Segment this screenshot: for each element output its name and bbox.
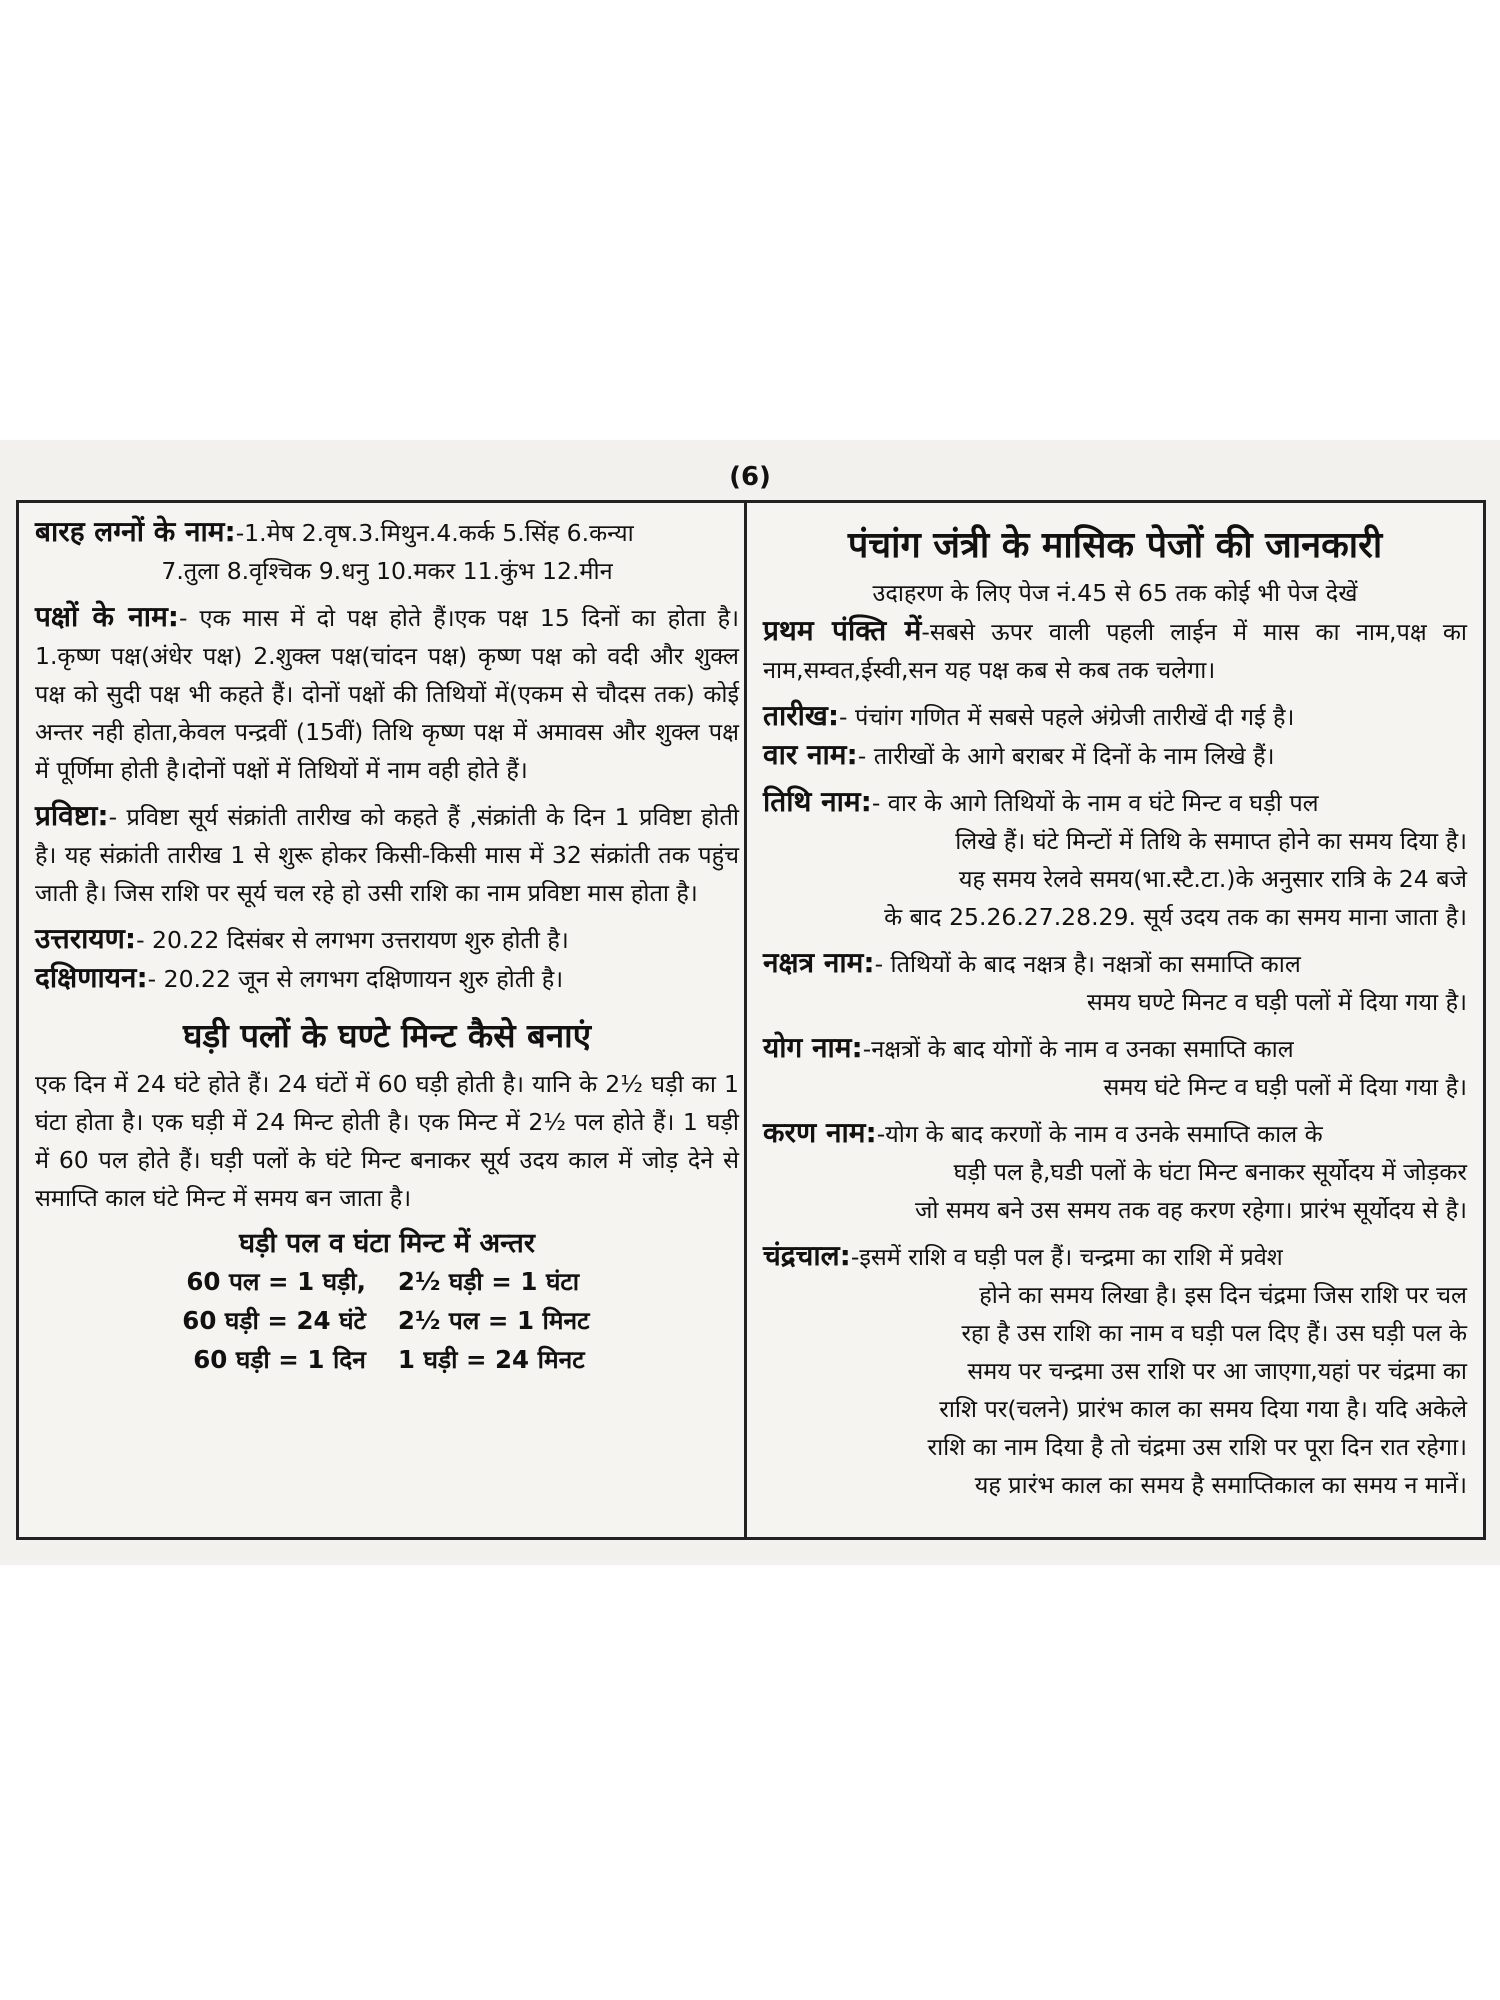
tarikh-section — [763, 697, 1467, 736]
karan-text-3: जो समय बने उस समय तक वह करण रहेगा। प्रारंभ सूर्योदय से है। — [914, 1196, 1467, 1224]
lagna-label: बारह लग्नों के नाम: — [35, 515, 236, 548]
lagna-text-1: -1.मेष 2.वृष.3.मिथुन.4.कर्क 5.सिंह 6.कन्या — [235, 519, 634, 547]
nakshatra-section — [763, 944, 1467, 983]
chandrachal-text-1: -इसमें राशि व घड़ी पल हैं। चन्द्रमा का राशि में प्रवेश — [850, 1243, 1283, 1271]
pravishta-section — [35, 797, 739, 912]
dakshinayan-section — [35, 959, 739, 998]
dakshinayan-label: दक्षिणायन: — [35, 961, 148, 994]
karan-text-2: घड़ी पल है,घडी पलों के घंटा मिन्ट बनाकर सूर्योदय में जोड़कर — [953, 1158, 1467, 1186]
tithi-text-3: यह समय रेलवे समय(भा.स्टै.टा.)के अनुसार रात्रि के 24 बजे — [958, 865, 1467, 893]
yog-text-1: -नक्षत्रों के बाद योगों के नाम व उनका समाप्ति काल — [862, 1035, 1294, 1063]
tithi-label: तिथि नाम: — [763, 785, 872, 818]
left-panel — [16, 500, 756, 1540]
table-cell: 1 घड़ी = 24 मिनट — [397, 1345, 585, 1374]
chandrachal-section — [763, 1237, 1467, 1276]
uttarayan-section — [35, 920, 739, 959]
pravishta-label: प्रविष्टा: — [35, 799, 109, 832]
vaar-label: वार नाम: — [763, 738, 858, 771]
tithi-text-2: लिखे हैं। घंटे मिन्टों में तिथि के समाप्त होने का समय दिया है। — [955, 827, 1467, 855]
yog-text-2: समय घंटे मिन्ट व घड़ी पलों में दिया गया है। — [1103, 1073, 1467, 1101]
nakshatra-text-1: - तिथियों के बाद नक्षत्र है। नक्षत्रों का समाप्ति काल — [874, 950, 1301, 978]
tithi-section — [763, 783, 1467, 822]
chandrachal-text-4: समय पर चन्द्रमा उस राशि पर आ जाएगा,यहां पर चंद्रमा का — [967, 1357, 1467, 1385]
karan-section — [763, 1114, 1467, 1153]
paksha-label: पक्षों के नाम: — [35, 600, 180, 633]
table-cell: 60 घड़ी = 24 घंटे — [182, 1306, 366, 1335]
chandrachal-text-2: होने का समय लिखा है। इस दिन चंद्रमा जिस राशि पर चल — [979, 1281, 1467, 1309]
chandrachal-text-7: यह प्रारंभ काल का समय है समाप्तिकाल का समय न मानें। — [974, 1471, 1467, 1499]
table-cell: 60 पल = 1 घड़ी, — [186, 1267, 366, 1296]
right-heading: पंचांग जंत्री के मासिक पेजों की जानकारी — [847, 525, 1383, 566]
yog-section — [763, 1029, 1467, 1068]
pratham-label: प्रथम पंक्ति में — [763, 614, 922, 647]
nakshatra-text-2: समय घण्टे मिनट व घड़ी पलों में दिया गया है। — [1086, 988, 1467, 1016]
tithi-text-1: - वार के आगे तिथियों के नाम व घंटे मिन्ट व घड़ी पल — [871, 789, 1319, 817]
table-cell: 2½ घड़ी = 1 घंटा — [397, 1267, 580, 1296]
table-cell: 60 घड़ी = 1 दिन — [193, 1345, 366, 1374]
nakshatra-label: नक्षत्र नाम: — [763, 946, 875, 979]
conversion-table — [107, 1262, 667, 1379]
conversion-table-title: घड़ी पल व घंटा मिन्ट में अन्तर — [239, 1228, 535, 1259]
uttarayan-text: - 20.22 दिसंबर से लगभग उत्तरायण शुरु होती है। — [136, 926, 569, 954]
karan-text-1: -योग के बाद करणों के नाम व उनके समाप्ति काल के — [876, 1120, 1323, 1148]
table-row — [107, 1340, 667, 1379]
table-row — [107, 1262, 667, 1301]
uttarayan-label: उत्तरायण: — [35, 922, 137, 955]
karan-label: करण नाम: — [763, 1116, 877, 1149]
yog-label: योग नाम: — [763, 1031, 863, 1064]
table-row — [107, 1301, 667, 1340]
paksha-section — [35, 598, 739, 789]
page-number: (6) — [729, 462, 771, 492]
tarikh-text: - पंचांग गणित में सबसे पहले अंग्रेजी तारीखें दी गई है। — [839, 703, 1295, 731]
ghadi-heading: घड़ी पलों के घण्टे मिन्ट कैसे बनाएं — [183, 1016, 591, 1055]
paksha-text: - एक मास में दो पक्ष होते हैं।एक पक्ष 15 दिनों का होता है। 1.कृष्ण पक्ष(अंधेर पक्ष) 2.शुक्ल पक्ष(चांदन पक्ष) कृष्ण पक्ष को वदी और शुक्ल पक्ष को सुदी पक्ष भी कहते हैं। दोनों पक्षों की तिथियों में(एकम से चौदस तक) कोई अन्तर नही होता,केवल पन्द्रवीं (15वीं) तिथि कृष्ण पक्ष में अमावस और शुक्ल पक्ष में पूर्णिमा होती है।दोनों पक्षों में तिथियों में नाम वही होते हैं। — [35, 604, 739, 784]
pratham-section — [763, 612, 1467, 689]
pravishta-text: - प्रविष्टा सूर्य संक्रांती तारीख को कहते हैं ,संक्रांती के दिन 1 प्रविष्टा होती है। यह संक्रांती तारीख 1 से शुरू होकर किसी-किसी मास में 32 संक्रांती तक पहुंच जाती है। जिस राशि पर सूर्य चल रहे हो उसी राशि का नाम प्रविष्टा मास होता है। — [35, 803, 739, 907]
vaar-section — [763, 736, 1467, 775]
dakshinayan-text: - 20.22 जून से लगभग दक्षिणायन शुरु होती है। — [147, 965, 564, 993]
lagna-section — [35, 513, 739, 552]
chandrachal-text-3: रहा है उस राशि का नाम व घड़ी पल दिए हैं। उस घड़ी पल के — [961, 1319, 1467, 1347]
chandrachal-label: चंद्रचाल: — [763, 1239, 851, 1272]
pratham-text: -सबसे ऊपर वाली पहली लाईन में मास का नाम,पक्ष का नाम,सम्वत,ईस्वी,सन यह पक्ष कब से कब तक चलेगा। — [763, 618, 1468, 684]
vaar-text: - तारीखों के आगे बराबर में दिनों के नाम लिखे हैं। — [857, 742, 1275, 770]
right-panel — [744, 500, 1486, 1540]
ghadi-text: एक दिन में 24 घंटे होते हैं। 24 घंटों में 60 घड़ी होती है। यानि के 2½ घड़ी का 1 घंटा होता है। एक घड़ी में 24 मिन्ट होती है। एक मिन्ट में 2½ पल होते हैं। 1 घड़ी में 60 पल होते हैं। घड़ी पलों के घंटे मिन्ट बनाकर सूर्य उदय काल में जोड़ देने से समाप्ति काल घंटे मिन्ट में समय बन जाता है। — [35, 1070, 739, 1212]
tithi-text-4: के बाद 25.26.27.28.29. सूर्य उदय तक का समय माना जाता है। — [884, 903, 1467, 931]
chandrachal-text-6: राशि का नाम दिया है तो चंद्रमा उस राशि पर पूरा दिन रात रहेगा। — [927, 1433, 1467, 1461]
table-cell: 2½ पल = 1 मिनट — [397, 1306, 590, 1335]
tarikh-label: तारीख: — [763, 699, 840, 732]
right-subheading: उदाहरण के लिए पेज नं.45 से 65 तक कोई भी पेज देखें — [872, 579, 1358, 607]
lagna-text-2: 7.तुला 8.वृश्चिक 9.धनु 10.मकर 11.कुंभ 12.मीन — [161, 557, 613, 585]
chandrachal-text-5: राशि पर(चलने) प्रारंभ काल का समय दिया गया है। यदि अकेले — [939, 1395, 1467, 1423]
